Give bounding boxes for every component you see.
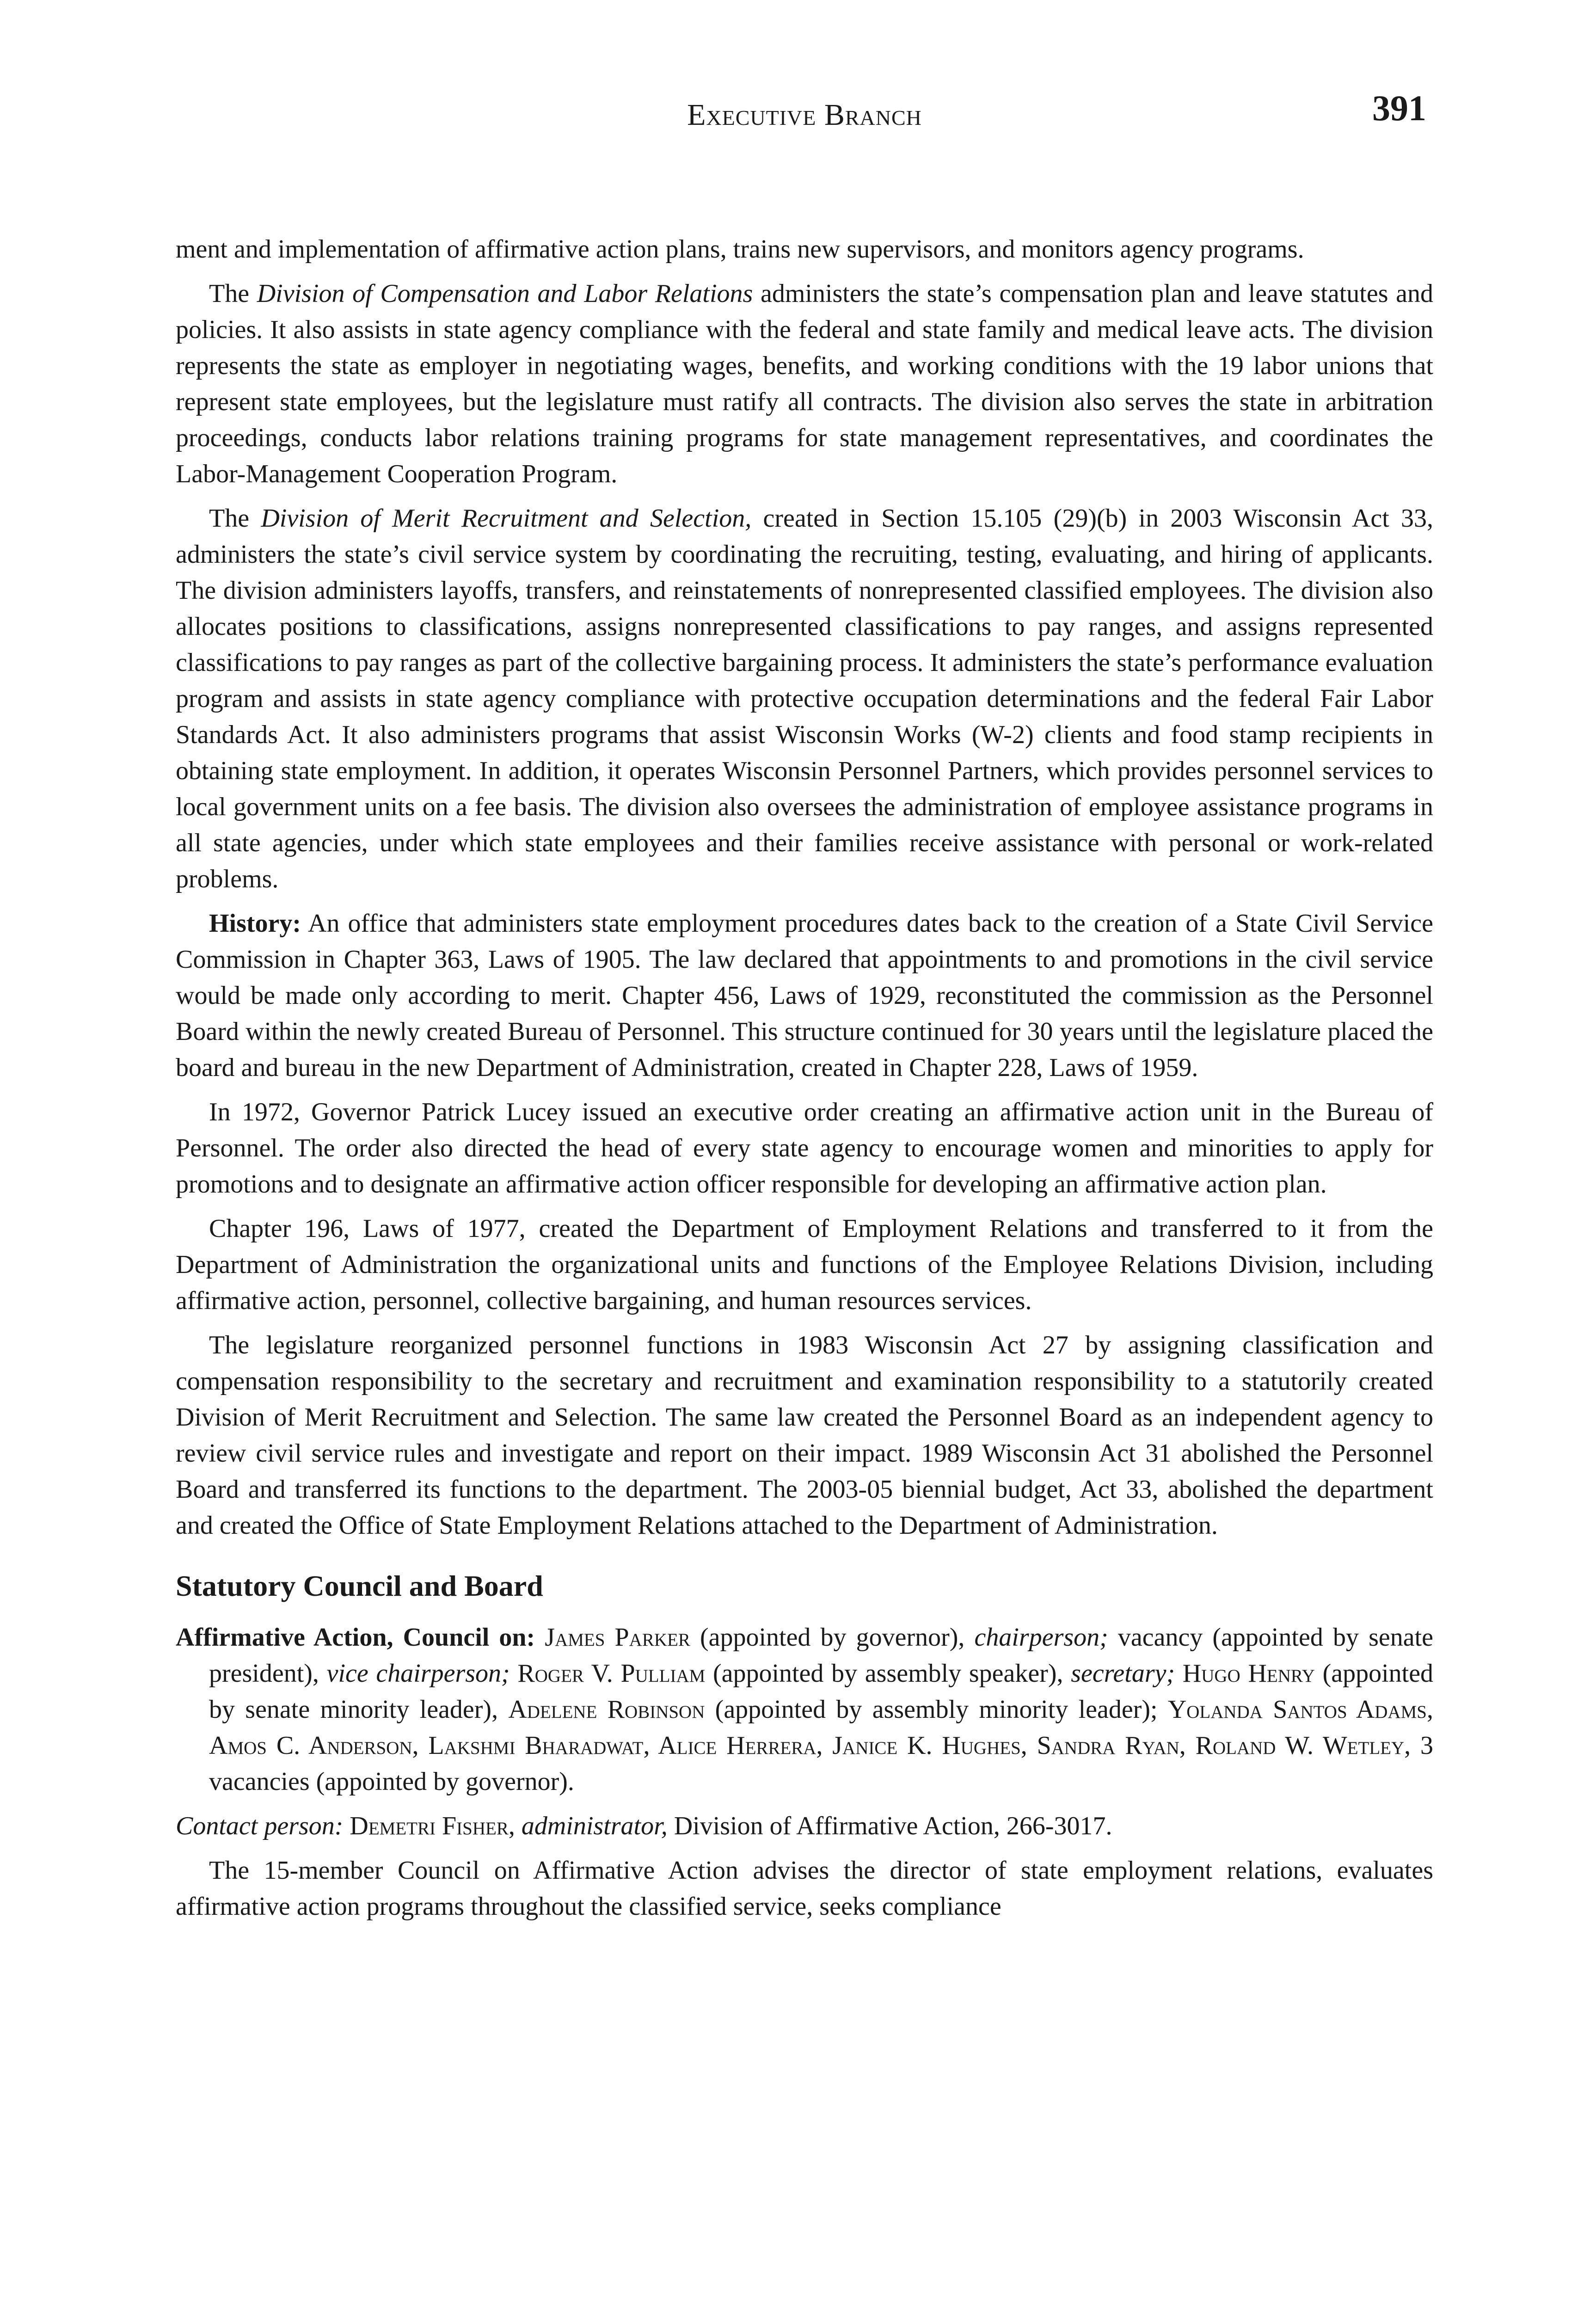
paragraph-history bbox=[176, 905, 1433, 1086]
contact-label: Contact person: bbox=[176, 1812, 344, 1840]
member-role: vice chairperson; bbox=[326, 1659, 510, 1688]
page-number: 391 bbox=[1372, 88, 1426, 128]
council-entry bbox=[176, 1619, 1433, 1800]
page-header bbox=[176, 83, 1433, 132]
text bbox=[535, 1623, 545, 1652]
member-name: Roger V. Pulliam bbox=[517, 1659, 706, 1688]
division-name: Division of Compensation and Labor Relations bbox=[257, 279, 753, 308]
member-name: Hugo Henry bbox=[1182, 1659, 1315, 1688]
paragraph-merit-division bbox=[176, 500, 1433, 897]
text: administers the state’s compensation plan and leave statutes and policies. It also assists in state agency compliance with the federal and state family and medical leave acts. The division represents the state as employer in negotiating wages, benefits, and working conditions with the 19 labor unions that represent state employees, but the legislature must ratify all contracts. The division also serves the state in arbitration proceedings, conducts labor relations training programs for state management representatives, and coordinates the Labor-Management Cooperation Program. bbox=[176, 279, 1434, 488]
member-role: secretary; bbox=[1071, 1659, 1175, 1688]
member-role: chairperson; bbox=[974, 1623, 1108, 1652]
contact-title: administrator, bbox=[521, 1812, 668, 1840]
paragraph-1977: Chapter 196, Laws of 1977, created the Department of Employment Relations and transferred to it from the Department of Administration the organizational units and functions of the Employee Relations Division, including affirmative action, personnel, collective bargaining, and human resources services. bbox=[176, 1214, 1433, 1315]
text bbox=[510, 1659, 518, 1688]
text: created in Section 15.105 (29)(b) in 2003 Wisconsin Act 33, administers the state’s civil service system by coordinating the recruiting, testing, evaluating, and hiring of applicants. The division administers layoffs, transfers, and reinstatements of nonrepresented classified employees. The division also allocates positions to classifications, assigns nonrepresented classifications to pay ranges, and assigns represented classifications to pay ranges as part of the collective bargaining process. It administers the state’s performance evaluation program and assists in state agency compliance with protective occupation determinations and the federal Fair Labor Standards Act. It also administers programs that assist Wisconsin Works (W-2) clients and food stamp recipients in obtaining state employment. In addition, it operates Wisconsin Personnel Partners, which provides personnel services to local government units on a fee basis. The division also oversees the administration of employee assistance programs in all state agencies, under which state employees and their families receive assistance with personal or work-related problems. bbox=[176, 504, 1433, 893]
member-name: James Parker bbox=[545, 1623, 690, 1652]
text: (appointed by assembly minority leader); bbox=[705, 1695, 1168, 1724]
text: 3 vacancies (appointed by governor). bbox=[209, 1731, 1433, 1796]
text: The bbox=[209, 504, 261, 533]
contact-person bbox=[176, 1808, 1433, 1844]
text bbox=[515, 1812, 522, 1840]
history-label: History: bbox=[209, 909, 301, 938]
section-heading: Statutory Council and Board bbox=[176, 1569, 543, 1602]
text bbox=[1175, 1659, 1183, 1688]
division-name: Division of Merit Recruitment and Selection, bbox=[261, 504, 752, 533]
document-page bbox=[176, 83, 1433, 2312]
paragraph-compensation-division bbox=[176, 276, 1433, 492]
paragraph-council-description: The 15-member Council on Affirmative Action advises the director of state employment relations, evaluates affirmative action programs throughout the classified service, seeks compliance bbox=[176, 1856, 1433, 1921]
text: An office that administers state employment procedures dates back to the creation of a State Civil Service Commission in Chapter 363, Laws of 1905. The law declared that appointments to and promotions in the civil service would be made only according to merit. Chapter 456, Laws of 1929, reconstituted the commission as the Personnel Board within the newly created Bureau of Personnel. This structure continued for 30 years until the legislature placed the board and bureau in the new Department of Administration, created in Chapter 228, Laws of 1959. bbox=[176, 909, 1433, 1082]
text: The bbox=[209, 279, 257, 308]
paragraph-1972: In 1972, Governor Patrick Lucey issued an executive order creating an affirmative action unit in the Bureau of Personnel. The order also directed the head of every state agency to encourage women and minorities to apply for promotions and to designate an affirmative action officer responsible for developing an affirmative action plan. bbox=[176, 1098, 1433, 1199]
council-label: Affirmative Action, Council on: bbox=[176, 1623, 535, 1652]
member-name: Adelene Robinson bbox=[508, 1695, 705, 1724]
paragraph-1983: The legislature reorganized personnel functions in 1983 Wisconsin Act 27 by assigning classification and compensation responsibility to the secretary and recruitment and examination responsibility to a statutorily created Division of Merit Recruitment and Selection. The same law created the Personnel Board as an independent agency to review civil service rules and investigate and report on their impact. 1989 Wisconsin Act 31 abolished the Personnel Board and transferred its functions to the department. The 2003-05 biennial budget, Act 33, abolished the department and created the Office of State Employment Relations attached to the Department of Administration. bbox=[176, 1331, 1433, 1540]
paragraph-continuation: ment and implementation of affirmative action plans, trains new supervisors, and monitors agency programs. bbox=[176, 235, 1304, 264]
member-names-list: Yolanda Santos Adams, Amos C. Anderson, Lakshmi Bharadwat, Alice Herrera, Janice K. Hughes, Sandra Ryan, Roland W. Wetley, bbox=[209, 1695, 1433, 1760]
running-head: Executive Branch bbox=[687, 98, 922, 132]
document-body bbox=[176, 231, 1433, 1933]
text: (appointed by governor), bbox=[690, 1623, 975, 1652]
text: vacancy (appointed by senate president), bbox=[209, 1623, 1433, 1688]
contact-name: Demetri Fisher, bbox=[350, 1812, 515, 1840]
text: Division of Affirmative Action, 266-3017. bbox=[667, 1812, 1112, 1840]
text: (appointed by senate minority leader), bbox=[209, 1659, 1434, 1724]
text: (appointed by assembly speaker), bbox=[705, 1659, 1071, 1688]
text bbox=[343, 1812, 350, 1840]
